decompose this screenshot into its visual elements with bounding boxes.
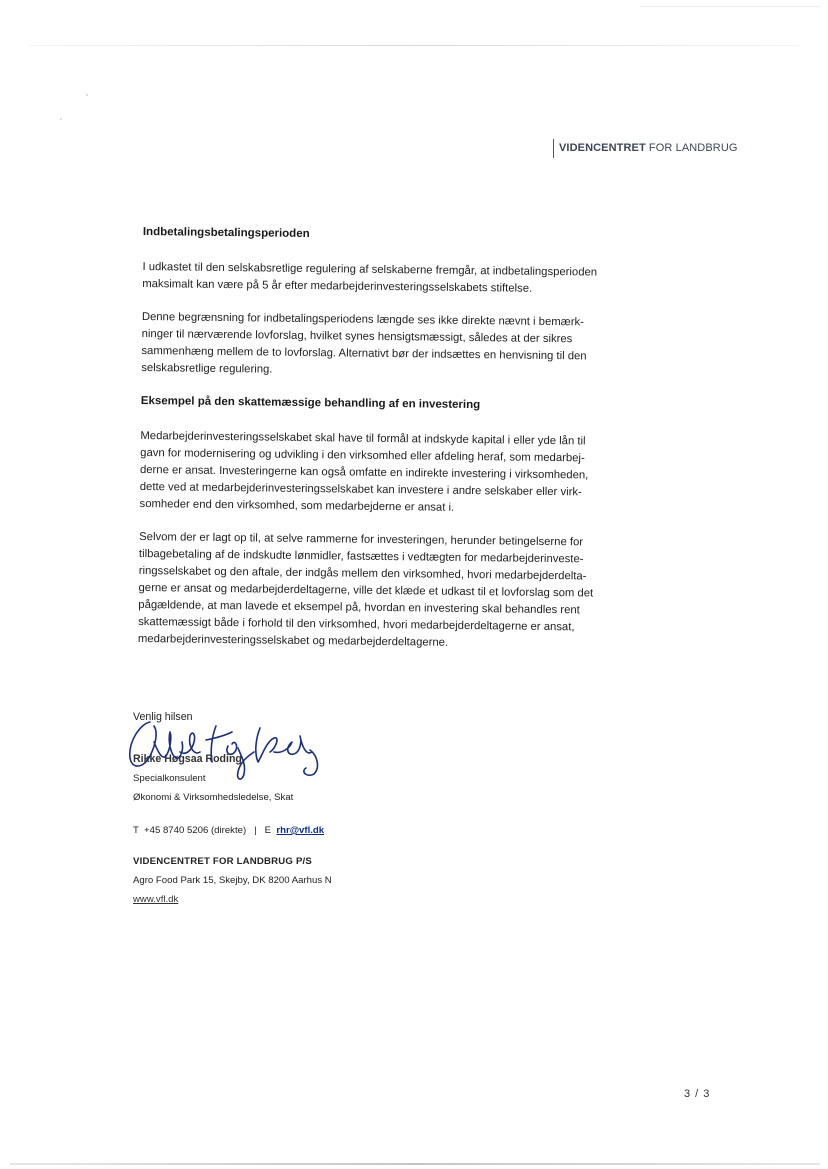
letterhead-brand [553, 138, 738, 158]
paragraph-payment-period-2: Denne begrænsning for indbetalingsperiodens længde ses ikke direkte nævnt i bemærk- ninger til nærværende lovforslag, hvilket synes hensigtsmæssigt, således at der sikres sammenhæng mellem de to lovforslag. Alternativt bør der indsættes en henvisning til den selskabsretlige regulering. [141, 310, 587, 376]
scan-artifact-top-line [28, 45, 798, 46]
scan-artifact-top-right [640, 6, 820, 7]
brand-divider-bar [553, 139, 554, 158]
letter-body [138, 224, 643, 654]
handwritten-signature [120, 712, 330, 784]
scan-speck [60, 118, 62, 120]
website-link[interactable]: www.vfl.dk [133, 894, 179, 905]
phone-text: T +45 8740 5206 (direkte) | E [133, 825, 277, 836]
scan-artifact-bottom-line [10, 1163, 820, 1165]
page-number: 3 / 3 [684, 1088, 711, 1100]
section-heading-payment-period: Indbetalingsbetalingsperioden [142, 225, 310, 241]
signer-name: Rikke Høgsaa Roding [133, 753, 242, 765]
greeting: Venlig hilsen [133, 711, 193, 723]
signer-department: Økonomi & Virksomhedsledelse, Skat [133, 792, 294, 803]
scan-speck [86, 94, 88, 96]
company-name: VIDENCENTRET FOR LANDBRUG P/S [133, 856, 313, 867]
paragraph-tax-example-2: Selvom der er lagt op til, at selve rammerne for investeringen, herunder betingelserne for tilbagebetaling af de indskudte lønmidler, fastsættes i vedtægten for medarbejderinveste- ringsselskabet og den aftale, der indgås mellem den virksomhed, hvori medarbejderdelta- gerne er ansat og medarbejderdeltagerne, ville det klæde et udkast til et lovforslag som det pågældende, at man lavede et eksempel på, hvordan en investering skal behandles rent skattemæssigt både i forhold til den virksomhed, hvori medarbejderdeltagerne er ansat, medarbejderinvesteringsselskabet og medarbejderdeltagerne. [137, 530, 594, 649]
email-link[interactable]: rhr@vfl.dk [276, 825, 325, 836]
paragraph-payment-period-1: I udkastet til den selskabsretlige regulering af selskaberne fremgår, at indbetalingsperioden maksimalt kan være på 5 år efter medarbejderinvesteringsselskabets stiftelse. [142, 260, 598, 295]
paragraph-tax-example-1: Medarbejderinvesteringsselskabet skal have til formål at indskyde kapital i eller yde lån til gavn for modernisering og udvikling i den virksomhed eller afdeling heraf, som medarbej- derne er ansat. Investeringerne kan også omfatte en indirekte investering i virksomheden, dette ved at medarbejderinvesteringsselskabet kan investere i andre selskaber eller virk- somheder end den virksomhed, som medarbejderne er ansat i. [139, 429, 589, 514]
company-address: Agro Food Park 15, Skejby, DK 8200 Aarhus N [133, 875, 332, 886]
section-heading-tax-example: Eksempel på den skattemæssige behandling af en investering [140, 394, 481, 412]
signer-title: Specialkonsulent [133, 773, 206, 784]
brand-name: VIDENCENTRET FOR LANDBRUG [559, 142, 738, 154]
contact-row [133, 821, 553, 840]
